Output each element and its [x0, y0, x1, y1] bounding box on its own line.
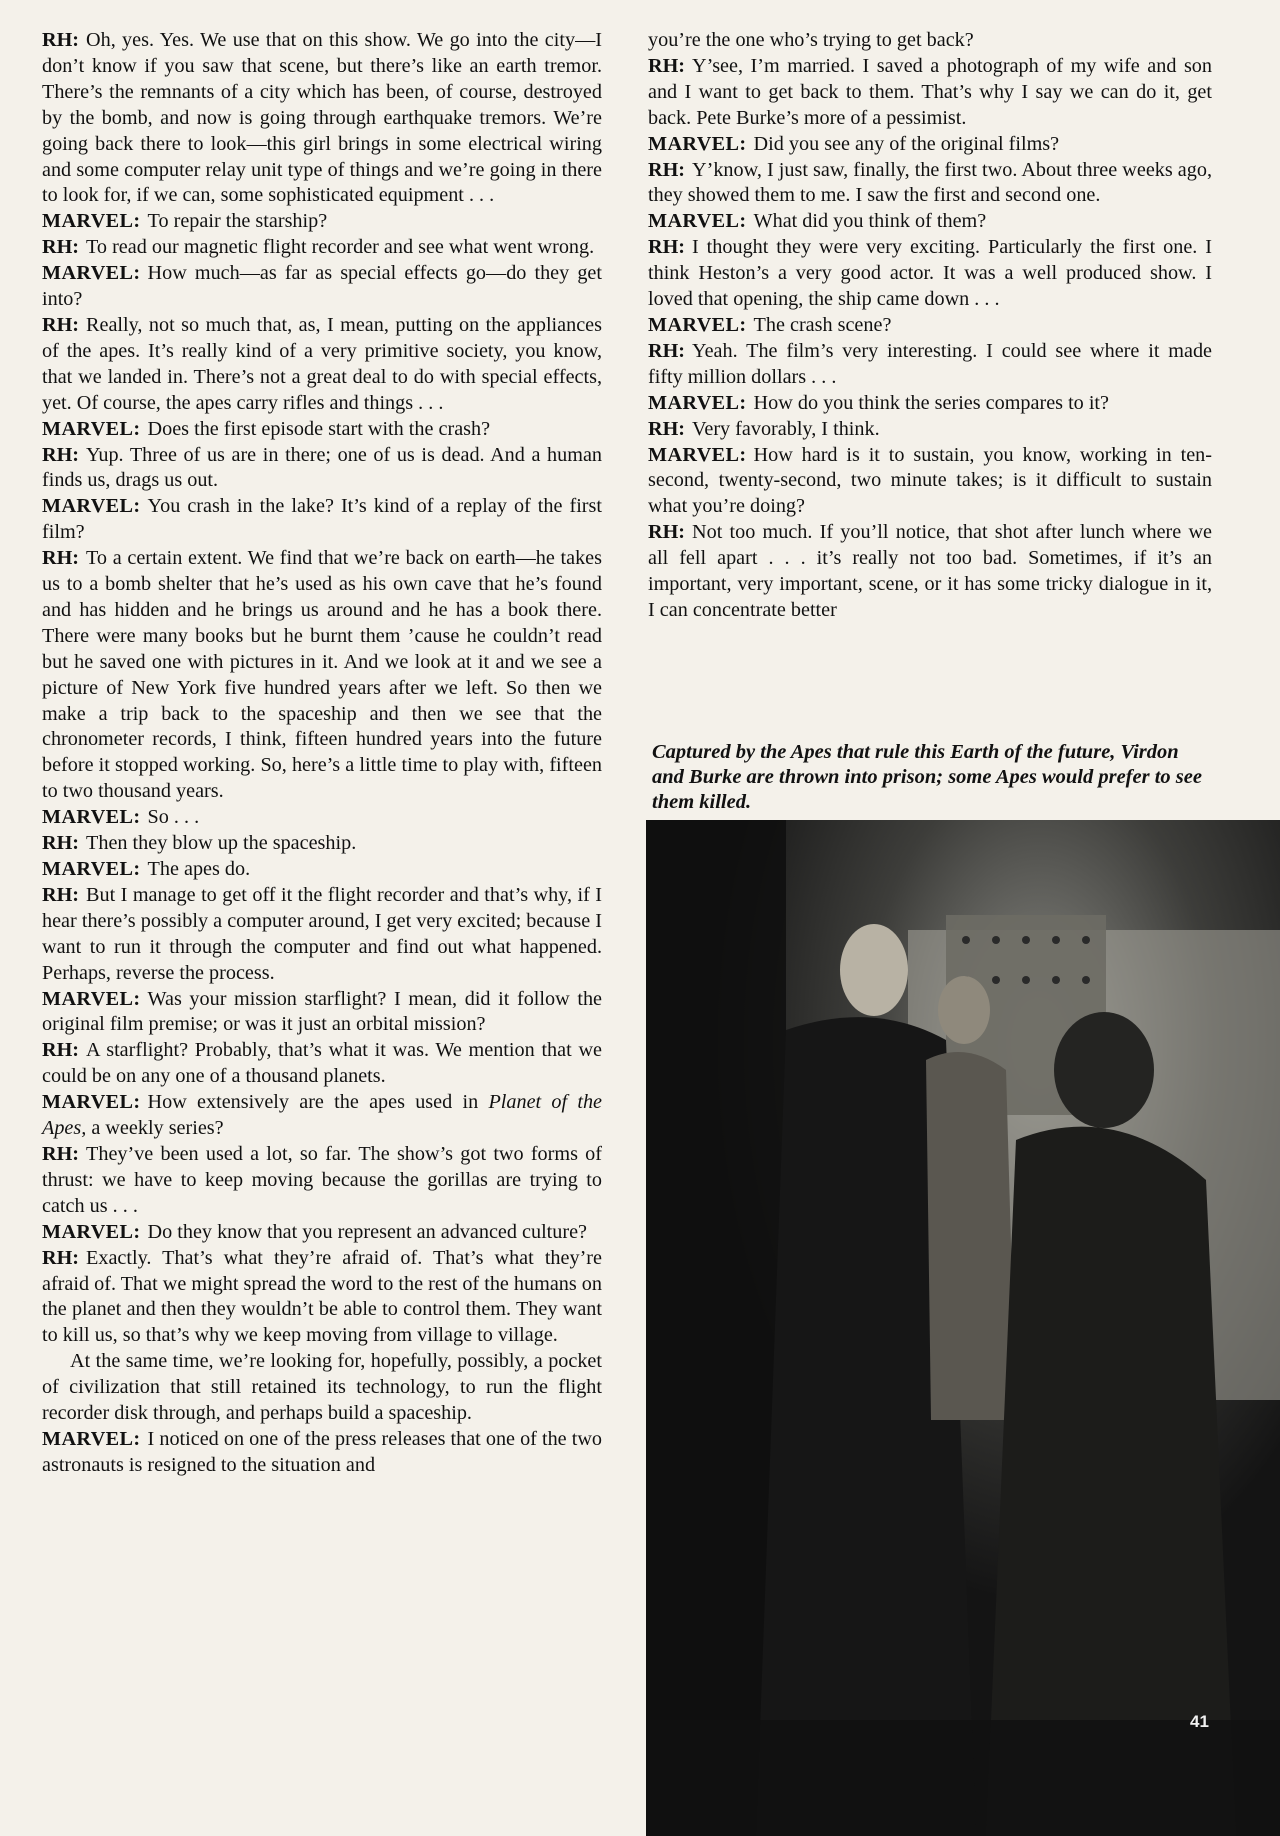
interview-paragraph [648, 391, 1212, 417]
interview-paragraph [42, 987, 602, 1039]
interview-paragraph [648, 158, 1212, 210]
paragraph-text: Yeah. The film’s very interesting. I could see where it made fifty million dollars . . . [648, 339, 1212, 388]
paragraph-text: Very favorably, I think. [692, 417, 880, 440]
speaker-label: MARVEL: [42, 495, 141, 518]
paragraph-text: To a certain extent. We find that we’re back on earth—he takes us to a bomb shelter that he’s used as his own cave that he’s found and has hidden and he brings us around and he has a book there. There were many books but he burnt them ’cause he couldn’t read but he saved one with pictures in it. And we look at it and we see a picture of New York five hundred years after we left. So then we make a trip back to the spaceship and then we see that the chronometer records, I think, fifteen hundred years into the future before it stopped working. So, here’s a little time to play with, fifteen to two thousand years. [42, 547, 602, 803]
still-photo [646, 820, 1280, 1836]
speaker-label: MARVEL: [648, 391, 747, 414]
paragraph-text: Does the first episode start with the crash? [147, 417, 491, 440]
interview-paragraph [648, 313, 1212, 339]
interview-paragraph [648, 28, 1212, 54]
paragraph-text: How much—as far as special effects go—do they get into? [42, 262, 602, 311]
paragraph-text: Not too much. If you’ll notice, that shot after lunch where we all fell apart . . . it’s really not too bad. Sometimes, if it’s an important, very important, scene, or it has some tricky dialogue in it, I can concentrate better [648, 521, 1212, 621]
paragraph-text: Do they know that you represent an advanced culture? [147, 1220, 588, 1243]
interview-paragraph [42, 831, 602, 857]
interview-paragraph [648, 443, 1212, 521]
speaker-label: MARVEL: [42, 417, 141, 440]
interview-paragraph [42, 1349, 602, 1427]
speaker-label: MARVEL: [42, 806, 141, 829]
paragraph-text: The apes do. [147, 858, 251, 880]
speaker-label: RH: [42, 236, 80, 259]
speaker-label: RH: [42, 443, 80, 466]
speaker-label: MARVEL: [42, 858, 141, 880]
left-column [42, 28, 602, 1479]
paragraph-text: But I manage to get off it the flight recorder and that’s why, if I hear there’s possibly a computer around, I get very excited; because I want to run it through the computer and find out what happened. Perhaps, reverse the process. [42, 883, 602, 984]
paragraph-text: How do you think the series compares to it? [753, 391, 1109, 414]
speaker-label: RH: [42, 832, 80, 855]
interview-paragraph [42, 1038, 602, 1090]
interview-paragraph [42, 1220, 602, 1246]
speaker-label: RH: [42, 547, 80, 570]
speaker-label: MARVEL: [42, 1427, 141, 1450]
interview-paragraph [42, 1246, 602, 1350]
paragraph-text: The crash scene? [753, 313, 892, 336]
right-column [648, 28, 1212, 624]
italic-title: Planet of the Apes, [42, 1091, 603, 1140]
speaker-label: RH: [42, 29, 80, 51]
paragraph-text: Oh, yes. Yes. We use that on this show. We go into the city—I don’t know if you saw that scene, but there’s like an earth tremor. There’s the remnants of a city which has been, of course, destroyed by the bomb, and now is going through earthquake tremors. We’re going back there to look—this girl brings in some electrical wiring and some computer relay unit type of things and we’re going in there to look for, if we can, some sophisticated equipment . . . [42, 29, 602, 207]
interview-paragraph [648, 520, 1212, 624]
interview-paragraph [42, 261, 602, 313]
paragraph-text: Really, not so much that, as, I mean, putting on the appliances of the apes. It’s really kind of a very primitive society, you know, that we landed in. There’s not a great deal to do with special effects, yet. Of course, the apes carry rifles and things . . . [42, 313, 602, 414]
speaker-label: MARVEL: [648, 313, 747, 336]
interview-paragraph [42, 883, 602, 987]
interview-paragraph [648, 235, 1212, 313]
interview-paragraph [42, 235, 602, 261]
speaker-label: MARVEL: [648, 132, 747, 155]
speaker-label: RH: [42, 1246, 80, 1269]
paragraph-text: How hard is it to sustain, you know, working in ten-second, twenty-second, two minute takes; is it difficult to sustain what you’re doing? [648, 443, 1212, 518]
speaker-label: MARVEL: [42, 1091, 141, 1114]
paragraph-text: To repair the starship? [147, 210, 328, 233]
speaker-label: MARVEL: [42, 210, 141, 233]
paragraph-text: So . . . [147, 806, 200, 829]
page-number: 41 [1190, 1712, 1209, 1731]
speaker-label: RH: [648, 521, 686, 544]
speaker-label: RH: [648, 236, 686, 259]
paragraph-text: They’ve been used a lot, so far. The show’s got two forms of thrust: we have to keep moving because the gorillas are trying to catch us . . . [42, 1142, 602, 1217]
paragraph-text: Did you see any of the original films? [753, 132, 1060, 155]
interview-paragraph [42, 1427, 602, 1479]
paragraph-text: You crash in the lake? It’s kind of a replay of the first film? [42, 495, 602, 544]
paragraph-text-after: a weekly series? [91, 1117, 224, 1140]
interview-paragraph [42, 417, 602, 443]
interview-paragraph [42, 313, 602, 417]
speaker-label: MARVEL: [42, 987, 141, 1010]
paragraph-text: Y’know, I just saw, finally, the first two. About three weeks ago, they showed them to me. I saw the first and second one. [648, 158, 1212, 207]
paragraph-text: How extensively are the apes used in [147, 1091, 479, 1114]
paragraph-text: What did you think of them? [753, 210, 987, 233]
paragraph-text: Then they blow up the spaceship. [86, 832, 357, 855]
interview-paragraph [42, 805, 602, 831]
speaker-label: MARVEL: [648, 443, 747, 466]
interview-paragraph [648, 339, 1212, 391]
speaker-label: RH: [648, 54, 686, 77]
speaker-label: MARVEL: [42, 1220, 141, 1243]
speaker-label: MARVEL: [648, 210, 747, 233]
speaker-label: RH: [42, 1142, 80, 1165]
photo-caption: Captured by the Apes that rule this Earth of the future, Virdon and Burke are thrown into prison; some Apes would prefer to see them killed. [652, 741, 1202, 813]
paragraph-text: A starflight? Probably, that’s what it was. We mention that we could be on any one of a thousand planets. [42, 1039, 602, 1088]
interview-paragraph [648, 132, 1212, 158]
paragraph-text: Y’see, I’m married. I saved a photograph of my wife and son and I want to get back to them. That’s why I say we can do it, get back. Pete Burke’s more of a pessimist. [648, 54, 1212, 129]
interview-paragraph [42, 1142, 602, 1220]
speaker-label: RH: [42, 1039, 80, 1062]
speaker-label: RH: [42, 883, 80, 906]
speaker-label: MARVEL: [42, 262, 141, 285]
interview-paragraph [648, 209, 1212, 235]
prison-scene-illustration [646, 820, 1280, 1836]
interview-paragraph [42, 443, 602, 495]
paragraph-text: you’re the one who’s trying to get back? [648, 29, 974, 51]
interview-paragraph [42, 857, 602, 883]
paragraph-text: I thought they were very exciting. Particularly the first one. I think Heston’s a very good actor. It was a well produced show. I loved that opening, the ship came down . . . [648, 236, 1212, 311]
paragraph-text: Yup. Three of us are in there; one of us is dead. And a human finds us, drags us out. [42, 443, 602, 492]
interview-paragraph [42, 209, 602, 235]
speaker-label: RH: [42, 313, 80, 336]
interview-paragraph [648, 417, 1212, 443]
paragraph-text: Exactly. That’s what they’re afraid of. That’s what they’re afraid of. That we might spread the word to the rest of the humans on the planet and then they wouldn’t be able to control them. They want to kill us, so that’s why we keep moving from village to village. [42, 1246, 602, 1347]
interview-paragraph [42, 1090, 602, 1142]
paragraph-text: I noticed on one of the press releases that one of the two astronauts is resigned to the situation and [42, 1427, 602, 1476]
speaker-label: RH: [648, 417, 686, 440]
interview-paragraph [42, 546, 602, 805]
speaker-label: RH: [648, 339, 686, 362]
interview-paragraph [648, 54, 1212, 132]
paragraph-text: Was your mission starflight? I mean, did it follow the original film premise; or was it just an orbital mission? [42, 987, 602, 1036]
interview-paragraph [42, 494, 602, 546]
speaker-label: RH: [648, 158, 686, 181]
paragraph-text: To read our magnetic flight recorder and see what went wrong. [86, 236, 595, 259]
interview-paragraph [42, 28, 602, 209]
paragraph-text: At the same time, we’re looking for, hopefully, possibly, a pocket of civilization that still retained its technology, to run the flight recorder disk through, and perhaps build a spaceship. [42, 1350, 602, 1425]
